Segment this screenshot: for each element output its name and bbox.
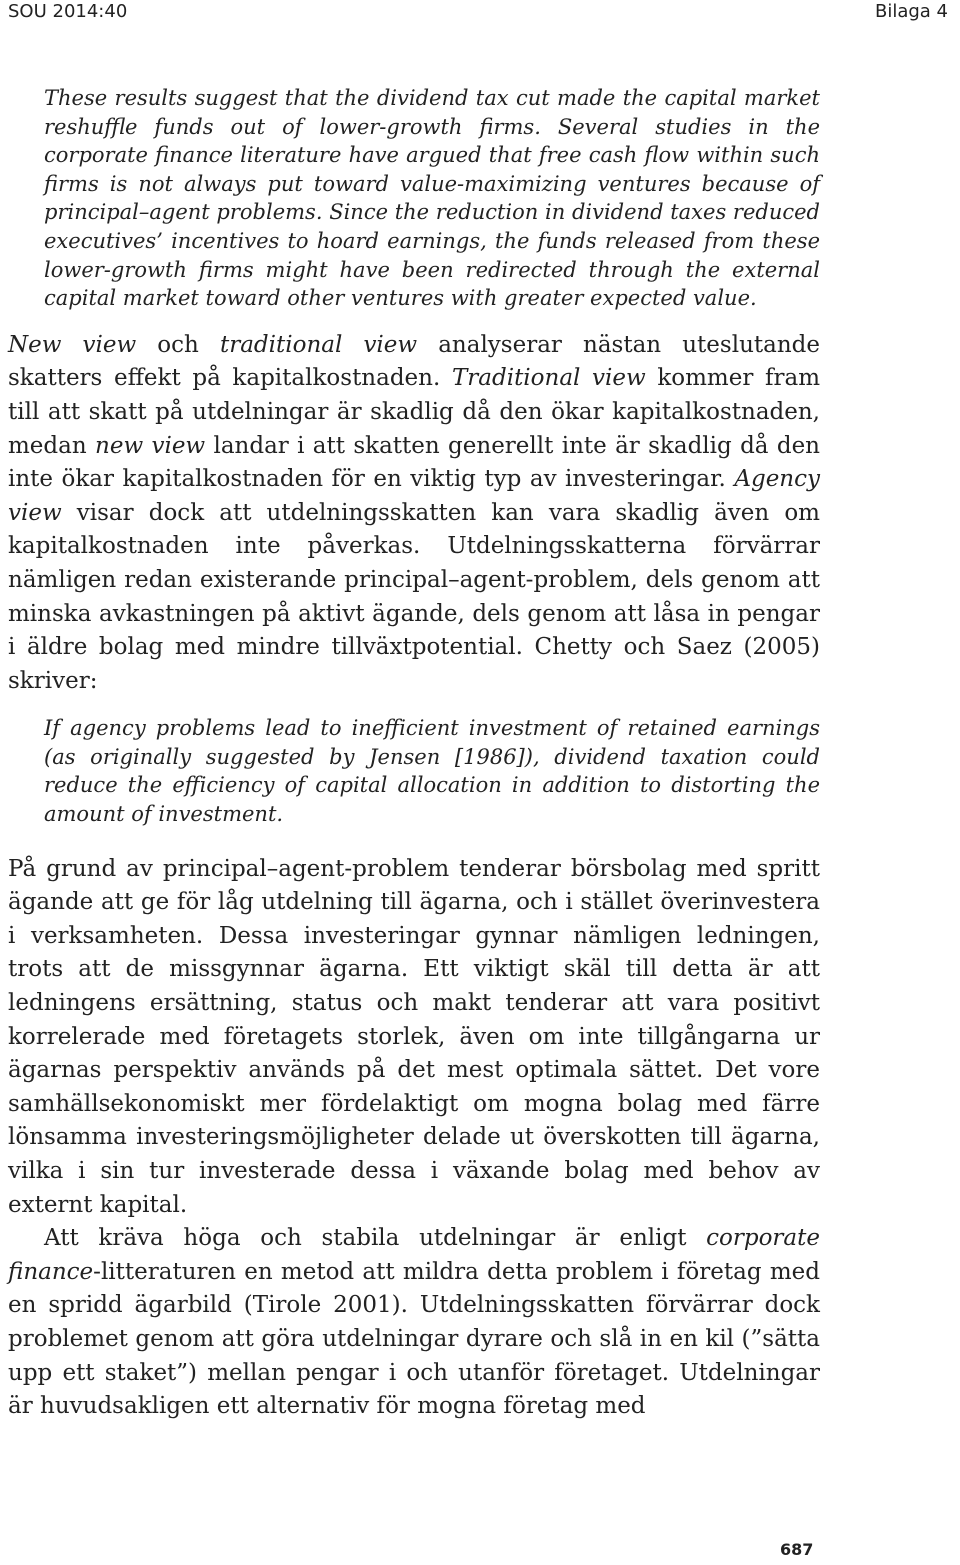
report-id: SOU 2014:40 <box>8 1 128 22</box>
block-quote-english: These results suggest that the dividend tax cut made the capital market reshuffle funds out of lower-growth firms. Several studies in the corporate finance literature have argued that free cash flow within such firms is not always put toward value-maximizing ventures because of principal–agent problems. Since the reduction in dividend taxes reduced executives’ incentives to hoard earnings, the funds released from these lower-growth firms might have been redirected through the external capital market toward other ventures with greater expected value. <box>44 86 820 311</box>
page-number: 687 <box>780 1540 814 1559</box>
body-paragraph-principal-agent: På grund av principal–agent-problem tenderar börsbolag med spritt ägande att ge för låg utdelning till ägarna, och i stället överinvestera i verksamheten. Dessa investeringar gynnar nämligen ledningen, trots att de missgynnar ägarna. Ett viktigt skäl till detta är att ledningens ersättning, status och makt tenderar att vara positivt korrelerade med företagets storlek, även om inte tillgångarna ur ägarnas perspektiv används på det mest optimala sättet. Det vore samhällsekonomiskt mer fördelaktigt om mogna bolag med färre lönsamma investeringsmöjligheter delade ut överskotten till ägarna, vilka i sin tur investerade dessa i växande bolag med behov av externt kapital. <box>8 855 820 1218</box>
appendix-label: Bilaga 4 <box>874 1 948 22</box>
page-header <box>0 0 960 24</box>
term-traditional-view: Traditional view <box>451 365 646 392</box>
term-new-view: new view <box>95 432 206 459</box>
page-body <box>8 84 820 1424</box>
term-traditional-view: traditional view <box>219 331 418 358</box>
body-paragraph-dividends: Att kräva höga och stabila utdelningar är enligt corporate finance-litteraturen en metod att mildra detta problem i företag med en spridd ägarbild (Tirole 2001). Utdelningsskatten förvärrar dock problemet genom att göra utdelningar dyrare och slå in en kil (”sätta upp ett staket”) mellan pengar i och utanför företaget. Utdelningar är huvudsakligen ett alternativ för mogna företag med <box>8 1225 820 1420</box>
block-quote-chetty-saez: If agency problems lead to inefficient investment of retained earnings (as originally suggested by Jensen [1986]), dividend taxation could reduce the efficiency of capital allocation in addition to distorting the amount of investment. <box>44 716 820 827</box>
term-agency-view: Agency view <box>8 466 820 526</box>
body-paragraph-views: New view och traditional view analyserar nästan uteslutande skatters effekt på kapitalkostnaden. Traditional view kommer fram till att skatt på utdelningar är skadlig då den ökar kapitalkostnaden, medan new view landar i att skatten generellt inte är skadlig då den inte ökar kapitalkostnaden för en viktig typ av investeringar. Agency view visar dock att utdelningsskatten kan vara skadlig även om kapitalkostnaden inte påverkas. Utdelningsskatterna förvärrar nämligen redan existerande principal–agent-problem, dels genom att minska avkastningen på aktivt ägande, dels genom att låsa in pengar i äldre bolag med mindre tillväxtpotential. Chetty och Saez (2005) skriver: <box>8 331 820 694</box>
term-new-view: New view <box>8 331 137 358</box>
term-corporate-finance: corporate finance <box>8 1225 820 1285</box>
